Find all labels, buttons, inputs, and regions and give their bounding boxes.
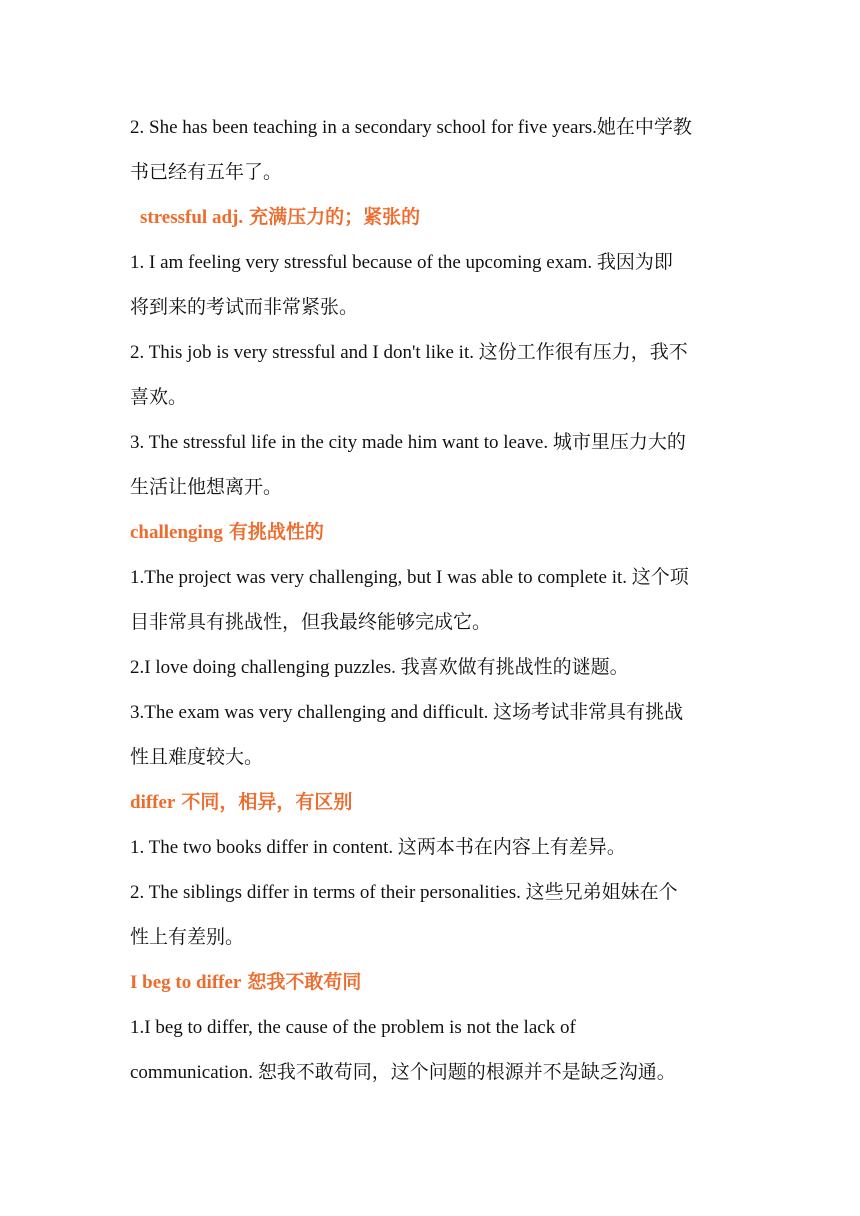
example-line: 3. The stressful life in the city made him want to leave. 城市里压力大的	[130, 432, 686, 453]
vocab-word: stressful adj.	[140, 207, 244, 228]
example-line: 性且难度较大。	[130, 747, 264, 768]
vocab-meaning: 恕我不敢苟同	[247, 972, 362, 993]
example-line: 目非常具有挑战性，但我最终能够完成它。	[130, 612, 492, 633]
example-line: 2. This job is very stressful and I don't like it. 这份工作很有压力，我不	[130, 342, 688, 363]
vocab-meaning: 充满压力的；紧张的	[249, 207, 421, 228]
vocab-word: I beg to differ	[130, 972, 242, 993]
example-line: communication. 恕我不敢苟同，这个问题的根源并不是缺乏沟通。	[130, 1062, 676, 1083]
vocab-meaning: 有挑战性的	[228, 522, 324, 543]
example-line: 书已经有五年了。	[130, 162, 283, 183]
example-line: 生活让他想离开。	[130, 477, 283, 498]
vocab-heading-i-beg-to-differ	[130, 960, 735, 1005]
vocab-heading-challenging	[130, 510, 735, 555]
example-line: 2. The siblings differ in terms of their personalities. 这些兄弟姐妹在个	[130, 882, 678, 903]
example-line: 将到来的考试而非常紧张。	[130, 297, 359, 318]
vocab-heading-differ	[130, 780, 735, 825]
example-line: 3.The exam was very challenging and difficult. 这场考试非常具有挑战	[130, 702, 684, 723]
document-page	[130, 105, 735, 1095]
vocab-word: challenging	[130, 522, 223, 543]
example-line: 性上有差别。	[130, 927, 245, 948]
vocab-meaning: 不同，相异，有区别	[181, 792, 353, 813]
vocab-heading-stressful	[130, 195, 735, 240]
example-line: 1. I am feeling very stressful because of the upcoming exam. 我因为即	[130, 252, 673, 273]
example-line: 1.I beg to differ, the cause of the problem is not the lack of	[130, 1017, 576, 1038]
example-line: 2. She has been teaching in a secondary school for five years.她在中学教	[130, 117, 692, 138]
example-line: 喜欢。	[130, 387, 188, 408]
vocab-word: differ	[130, 792, 176, 813]
example-line: 1.The project was very challenging, but I was able to complete it. 这个项	[130, 567, 689, 588]
example-line: 2.I love doing challenging puzzles. 我喜欢做有挑战性的谜题。	[130, 657, 629, 678]
example-line: 1. The two books differ in content. 这两本书在内容上有差异。	[130, 837, 626, 858]
